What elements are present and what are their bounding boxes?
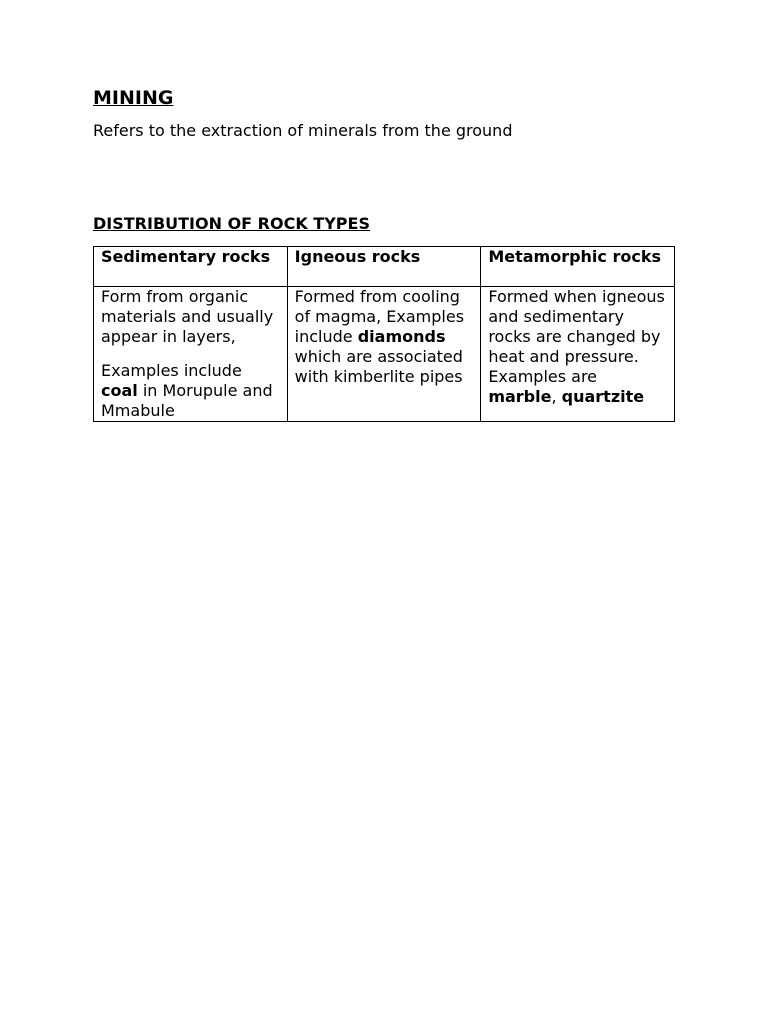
table-header	[94, 247, 675, 287]
sedimentary-examples-location: in Morupule and Mmabule	[101, 381, 273, 420]
sedimentary-examples	[101, 361, 281, 421]
sedimentary-examples-lead: Examples include	[101, 361, 242, 380]
header-igneous: Igneous rocks	[287, 247, 481, 287]
sedimentary-example-coal: coal	[101, 381, 138, 400]
rock-types-table	[93, 246, 675, 422]
cell-igneous	[287, 287, 481, 422]
mining-definition: Refers to the extraction of minerals from the ground	[93, 121, 513, 140]
page-title: MINING	[93, 87, 174, 109]
igneous-description: Formed from cooling of magma, Examples include	[294, 287, 465, 346]
header-metamorphic: Metamorphic rocks	[481, 247, 675, 287]
table-header-row	[94, 247, 675, 287]
metamorphic-separator: ,	[551, 387, 562, 406]
metamorphic-description: Formed when igneous and sedimentary rocks are changed by heat and pressure. Examples are	[488, 287, 665, 386]
cell-metamorphic	[481, 287, 675, 422]
metamorphic-example-marble: marble	[488, 387, 552, 406]
header-sedimentary: Sedimentary rocks	[94, 247, 288, 287]
metamorphic-example-quartzite: quartzite	[561, 387, 645, 406]
igneous-description-tail: which are associated with kimberlite pipes	[294, 347, 463, 386]
sedimentary-description: Form from organic materials and usually appear in layers,	[101, 287, 274, 346]
table-row	[94, 287, 675, 422]
section-heading: DISTRIBUTION OF ROCK TYPES	[93, 214, 370, 233]
igneous-example-diamonds: diamonds	[357, 327, 446, 346]
cell-sedimentary	[94, 287, 288, 422]
table-body	[94, 287, 675, 422]
